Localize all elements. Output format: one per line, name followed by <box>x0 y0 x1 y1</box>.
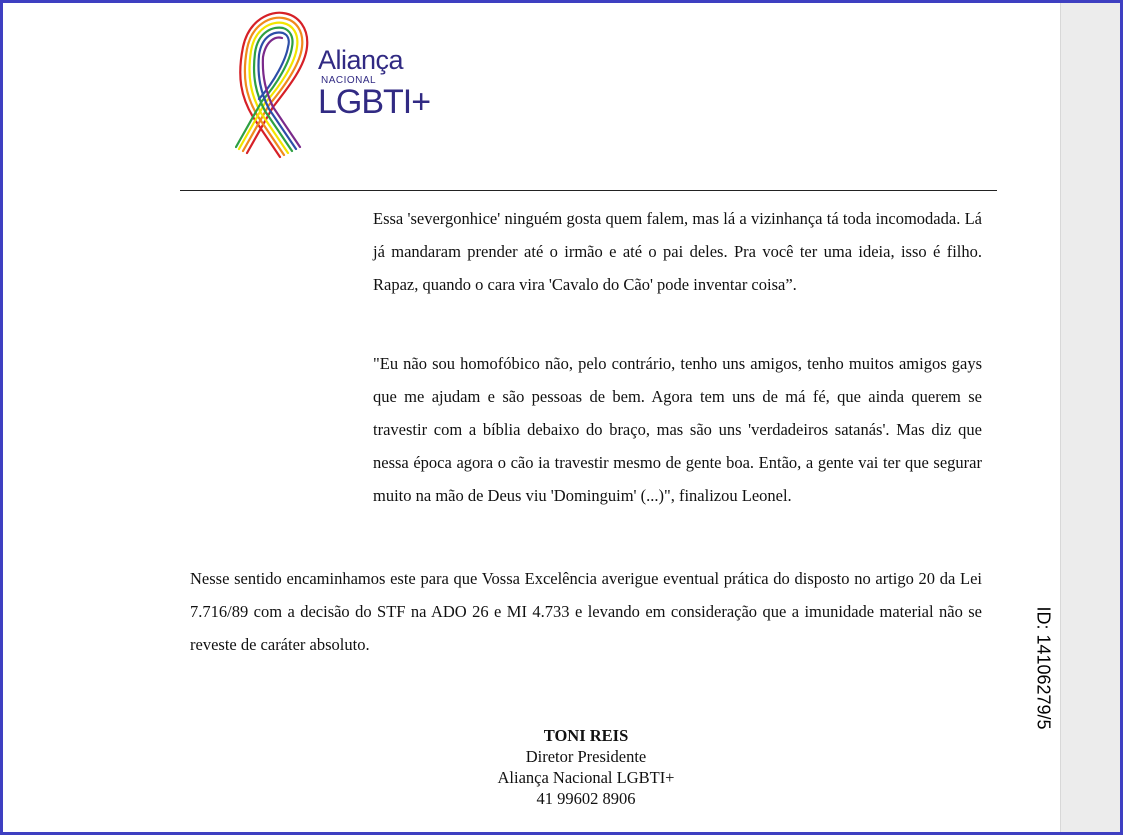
request-paragraph: Nesse sentido encaminhamos este para que Vossa Excelência averigue eventual prática do disposto no artigo 20 da Lei 7.716/89 com a decisão do STF na ADO 26 e MI 4.733 e levando em consideração que a imunidade material não se reveste de caráter absoluto. <box>190 569 982 654</box>
document-page <box>3 3 1060 832</box>
signature-block <box>436 725 736 809</box>
signatory-name: TONI REIS <box>543 726 629 745</box>
signatory-title: Diretor Presidente <box>525 747 647 766</box>
logo-line-alianca: Aliança <box>318 45 404 75</box>
document-id: ID: 14106279/5 <box>1033 606 1054 730</box>
logo-line-nacional: NACIONAL <box>321 75 377 86</box>
signatory-organization: Aliança Nacional LGBTI+ <box>497 768 675 787</box>
vertical-scrollbar[interactable] <box>1060 3 1120 832</box>
quote-paragraph-2: "Eu não sou homofóbico não, pelo contrário, tenho uns amigos, tenho muitos amigos gays que me ajudam e são pessoas de bem. Agora tem uns de má fé, que ainda querem se travestir com a bíblia debaixo do braço, mas são uns 'verdadeiros satanás'. Mas diz que nessa época agora o cão ia travestir mesmo de gente boa. Então, a gente vai ter que segurar muito na mão de Deus viu 'Dominguim' (...)", finalizou Leonel. <box>373 354 982 505</box>
logo-line-lgbti: LGBTI+ <box>318 83 431 121</box>
rainbow-ribbon-icon <box>235 7 325 163</box>
alianca-lgbti-logo <box>235 7 455 163</box>
signatory-phone: 41 99602 8906 <box>536 789 636 808</box>
header-divider <box>180 190 997 191</box>
quote-paragraph-1: Essa 'severgonhice' ninguém gosta quem falem, mas lá a vizinhança tá toda incomodada. Lá já mandaram prender até o irmão e até o pai deles. Pra você ter uma ideia, isso é filho. Rapaz, quando o cara vira 'Cavalo do Cão' pode inventar coisa”. <box>373 209 982 294</box>
